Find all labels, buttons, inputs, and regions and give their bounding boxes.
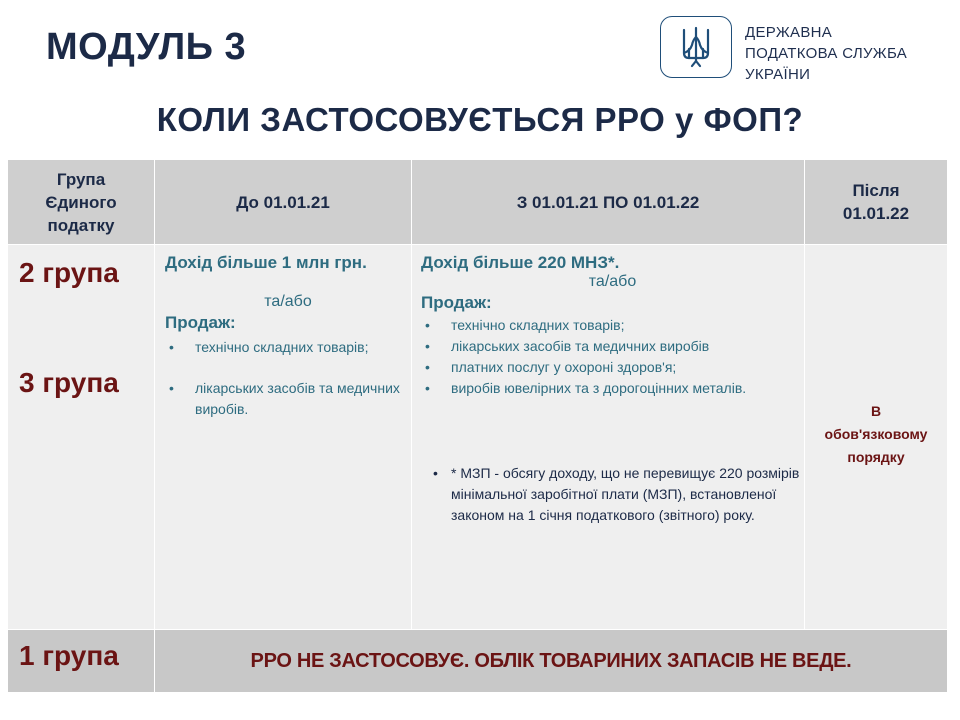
sales-list	[165, 337, 411, 420]
table-row-group-1	[8, 630, 948, 693]
rro-table	[7, 159, 948, 693]
cell-2021-2022	[412, 245, 805, 630]
cell-groups-2-3	[8, 245, 155, 630]
sales-list	[421, 315, 804, 399]
group-1-label: 1 група	[19, 640, 119, 671]
group-1-banner: РРО НЕ ЗАСТОСОВУЄ. ОБЛІК ТОВАРИНИХ ЗАПАСІВ НЕ ВЕДЕ.	[155, 630, 948, 693]
cell-group-1	[8, 630, 155, 693]
mzp-footnote: • * МЗП - обсягу доходу, що не перевищує 220 розмірів мінімальної заробітної плати (МЗП), встановленої законом на 1 січня податкового (звітного) року.	[421, 463, 801, 526]
table-row-groups-2-3	[8, 245, 948, 630]
income-threshold: Дохід більше 220 МНЗ*.	[421, 253, 620, 272]
header-tax-group: Група Єдиного податку	[8, 160, 155, 245]
header-before-2021: До 01.01.21	[155, 160, 412, 245]
list-item: • платних послуг у охороні здоров'я;	[451, 357, 804, 378]
cell-after-2022: В обов'язковому порядку	[805, 245, 948, 630]
organization-name	[745, 22, 907, 85]
table-header-row	[8, 160, 948, 245]
tax-service-logo	[660, 16, 732, 78]
group-3-label: 3 група	[19, 367, 119, 398]
list-item: • лікарських засобів та медичних виробів.	[195, 378, 411, 420]
org-name-line: ДЕРЖАВНА	[745, 24, 833, 41]
cell-before-2021	[155, 245, 412, 630]
and-or-text: та/або	[588, 273, 637, 290]
main-heading: КОЛИ ЗАСТОСОВУЄТЬСЯ РРО у ФОП?	[156, 101, 804, 138]
income-threshold: Дохід більше 1 млн грн.	[165, 253, 367, 272]
group-2-label: 2 група	[19, 257, 119, 288]
header-2021-2022: З 01.01.21 ПО 01.01.22	[412, 160, 805, 245]
trident-icon	[679, 25, 713, 69]
header-after-2022: Після 01.01.22	[805, 160, 948, 245]
org-name-line: ПОДАТКОВА СЛУЖБА	[745, 45, 908, 62]
org-name-line: УКРАЇНИ	[745, 66, 811, 83]
sales-label: Продаж:	[421, 293, 492, 312]
list-item: • технічно складних товарів;	[195, 337, 411, 358]
list-item: • лікарських засобів та медичних виробів	[451, 336, 804, 357]
sales-label: Продаж:	[165, 313, 236, 332]
list-item: • виробів ювелірних та з дорогоцінних металів.	[451, 378, 804, 399]
list-item: • технічно складних товарів;	[451, 315, 804, 336]
module-title: МОДУЛЬ 3	[46, 26, 247, 68]
and-or-text: та/або	[264, 293, 312, 310]
